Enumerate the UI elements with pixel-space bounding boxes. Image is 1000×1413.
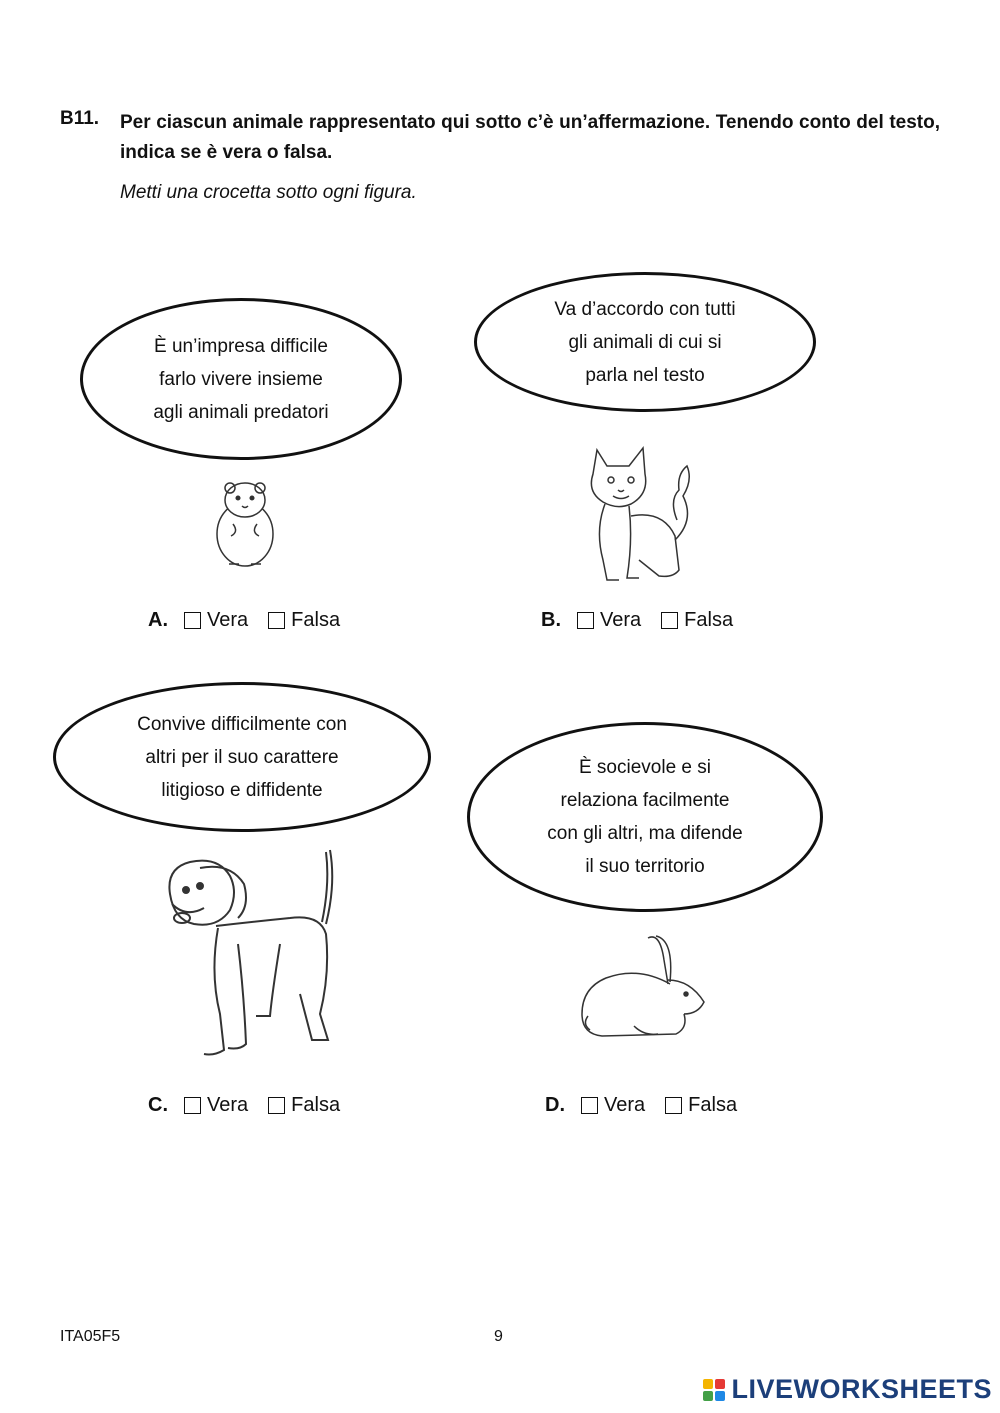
speech-bubble-a	[80, 298, 402, 460]
logo-square-2	[715, 1379, 725, 1389]
speech-bubble-c	[53, 682, 431, 832]
answer-row-d	[545, 1094, 751, 1117]
statement-d: È socievole e si relaziona facilmente con gli altri, ma difende il suo territorio	[547, 757, 743, 877]
statement-b: Va d’accordo con tutti gli animali di cui si parla nel testo	[554, 298, 736, 386]
cat-icon	[583, 440, 703, 586]
item-letter-b: B.	[541, 609, 561, 631]
option-vera-d[interactable]: Vera	[581, 1094, 645, 1117]
hamster-icon	[205, 472, 285, 572]
checkbox-falsa-d[interactable]	[665, 1097, 682, 1114]
statement-c: Convive difficilmente con altri per il suo carattere litigioso e diffidente	[137, 713, 347, 801]
answer-row-c	[148, 1094, 354, 1117]
logo-square-4	[715, 1391, 725, 1401]
checkbox-vera-b[interactable]	[577, 612, 594, 629]
question-instruction: Metti una crocetta sotto ogni figura.	[120, 182, 417, 203]
liveworksheets-brand	[703, 1374, 992, 1405]
page-number: 9	[494, 1328, 503, 1345]
logo-square-3	[703, 1391, 713, 1401]
brand-name: LIVEWORKSHEETS	[731, 1374, 992, 1404]
item-letter-d: D.	[545, 1094, 565, 1116]
logo-square-1	[703, 1379, 713, 1389]
option-vera-a[interactable]: Vera	[184, 609, 248, 632]
item-letter-a: A.	[148, 609, 168, 631]
document-code: ITA05F5	[60, 1328, 121, 1345]
checkbox-vera-c[interactable]	[184, 1097, 201, 1114]
answer-row-a	[148, 609, 354, 632]
statement-a: È un’impresa difficile farlo vivere insieme agli animali predatori	[153, 335, 329, 423]
liveworksheets-logo-icon	[703, 1379, 725, 1401]
option-falsa-b[interactable]: Falsa	[661, 609, 733, 632]
checkbox-falsa-c[interactable]	[268, 1097, 285, 1114]
checkbox-vera-d[interactable]	[581, 1097, 598, 1114]
question-number: B11.	[60, 108, 100, 129]
question-text: Per ciascun animale rappresentato qui sotto c’è un’affermazione. Tenendo conto del testo, indica se è vera o falsa.	[120, 112, 940, 163]
dog-icon	[160, 844, 344, 1064]
option-vera-b[interactable]: Vera	[577, 609, 641, 632]
rabbit-icon	[578, 930, 712, 1042]
option-vera-c[interactable]: Vera	[184, 1094, 248, 1117]
speech-bubble-d	[467, 722, 823, 912]
checkbox-vera-a[interactable]	[184, 612, 201, 629]
item-letter-c: C.	[148, 1094, 168, 1116]
checkbox-falsa-b[interactable]	[661, 612, 678, 629]
answer-row-b	[541, 609, 747, 632]
checkbox-falsa-a[interactable]	[268, 612, 285, 629]
option-falsa-a[interactable]: Falsa	[268, 609, 340, 632]
option-falsa-d[interactable]: Falsa	[665, 1094, 737, 1117]
option-falsa-c[interactable]: Falsa	[268, 1094, 340, 1117]
speech-bubble-b	[474, 272, 816, 412]
